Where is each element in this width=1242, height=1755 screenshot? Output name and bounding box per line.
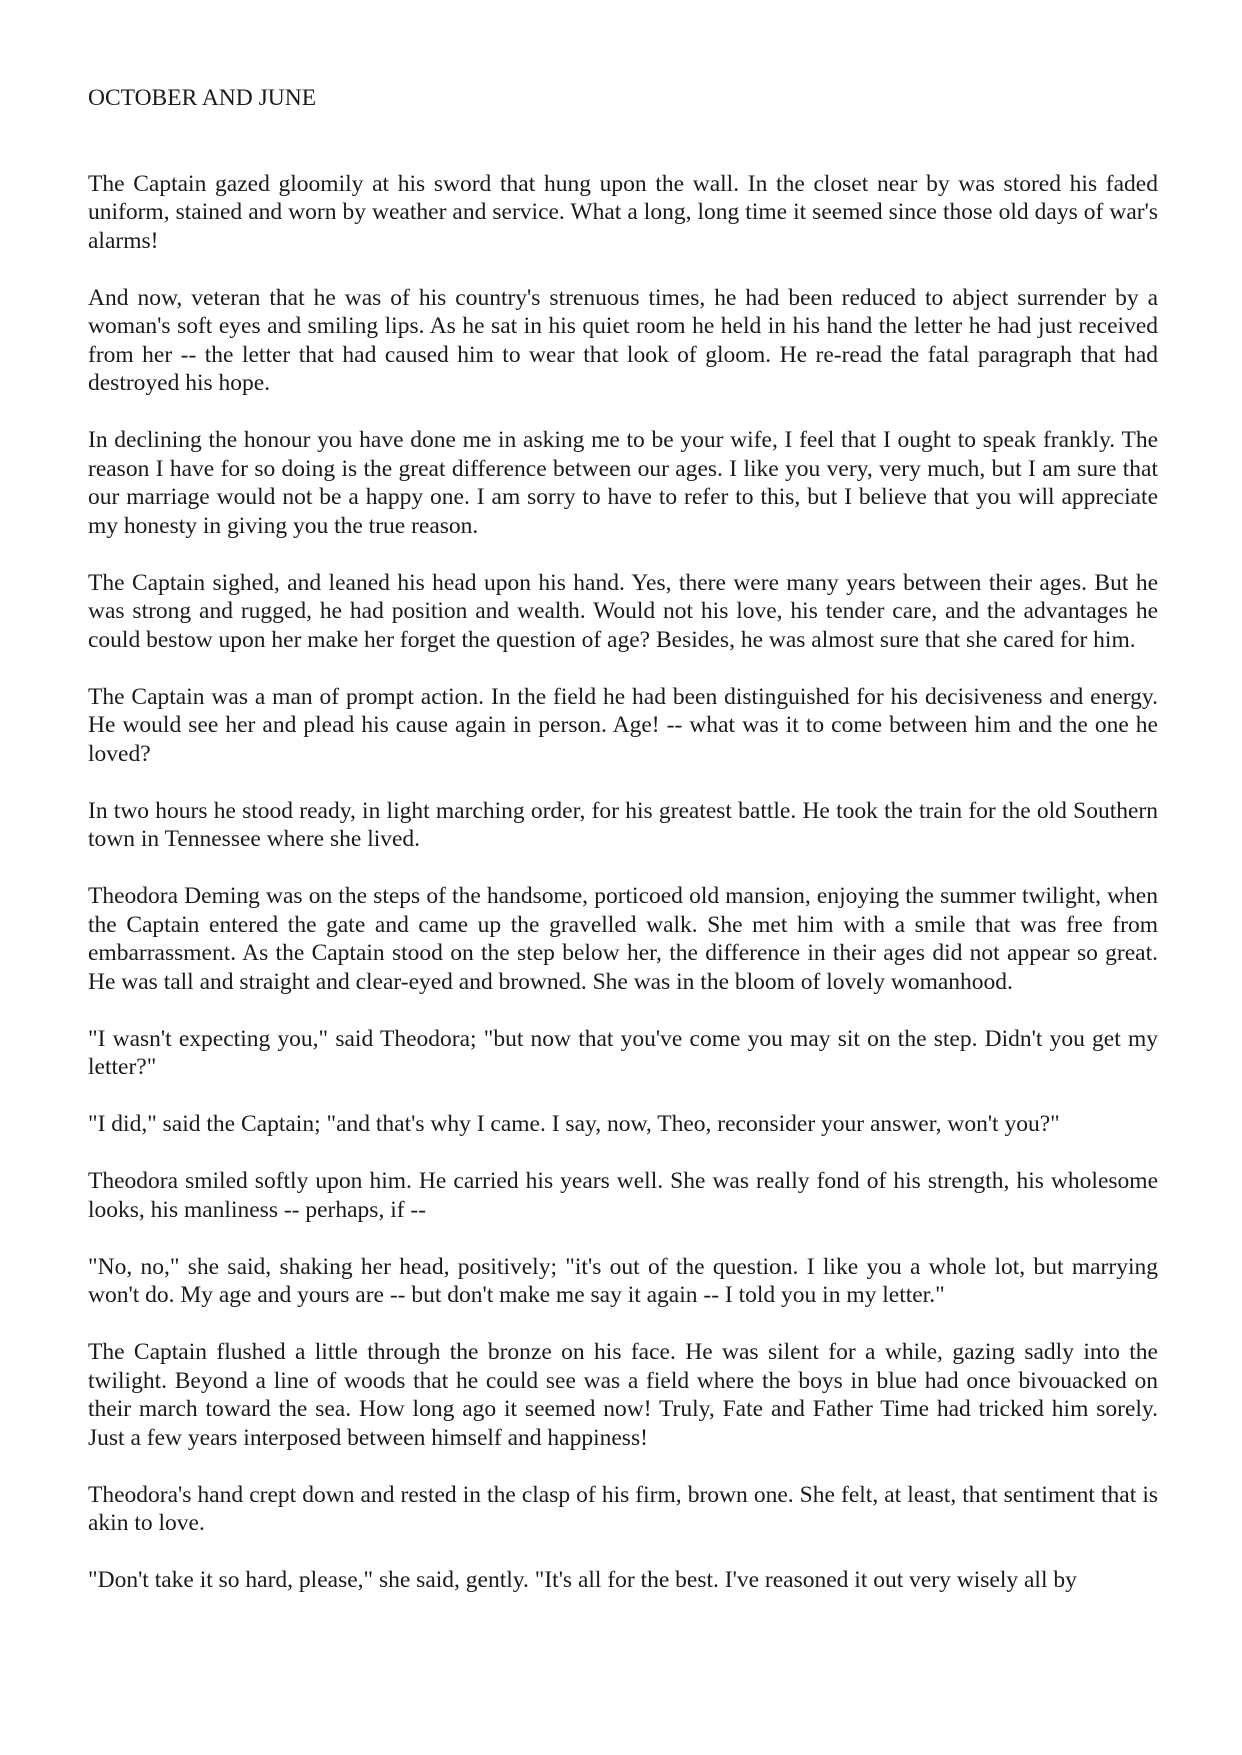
- paragraph: "Don't take it so hard, please," she said, gently. "It's all for the best. I've reasoned it out very wisely all by: [88, 1567, 1077, 1593]
- document-page: [88, 84, 1158, 1595]
- paragraph: "I wasn't expecting you," said Theodora; "but now that you've come you may sit on the step. Didn't you get my letter?": [88, 1025, 1158, 1080]
- paragraph: The Captain flushed a little through the bronze on his face. He was silent for a while, gazing sadly into the twilight. Beyond a line of woods that he could see was a field where the boys in blue had once bivouacked on their march toward the sea. How long ago it seemed now! Truly, Fate and Father Time had tricked him sorely. Just a few years interposed between himself and happiness!: [88, 1339, 1158, 1451]
- paragraph: Theodora Deming was on the steps of the handsome, porticoed old mansion, enjoying the summer twilight, when the Captain entered the gate and came up the gravelled walk. She met him with a smile that was free from embarrassment. As the Captain stood on the step below her, the difference in their ages did not appear so great. He was tall and straight and clear-eyed and browned. She was in the bloom of lovely womanhood.: [88, 883, 1158, 995]
- paragraph: "No, no," she said, shaking her head, positively; "it's out of the question. I like you a whole lot, but marrying won't do. My age and yours are -- but don't make me say it again -- I told you in my letter.": [88, 1253, 1158, 1308]
- paragraph: In declining the honour you have done me in asking me to be your wife, I feel that I ought to speak frankly. The reason I have for so doing is the great difference between our ages. I like you very, very much, but I am sure that our marriage would not be a happy one. I am sorry to have to refer to this, but I believe that you will appreciate my honesty in giving you the true reason.: [88, 427, 1158, 539]
- paragraph: The Captain sighed, and leaned his head upon his hand. Yes, there were many years between their ages. But he was strong and rugged, he had position and wealth. Would not his love, his tender care, and the advantages he could bestow upon her make her forget the question of age? Besides, he was almost sure that she cared for him.: [88, 569, 1158, 653]
- paragraph: The Captain gazed gloomily at his sword that hung upon the wall. In the closet near by was stored his faded uniform, stained and worn by weather and service. What a long, long time it seemed since those old days of war's alarms!: [88, 170, 1158, 254]
- page-title: OCTOBER AND JUNE: [88, 85, 317, 111]
- paragraph: Theodora smiled softly upon him. He carried his years well. She was really fond of his strength, his wholesome looks, his manliness -- perhaps, if --: [88, 1168, 1158, 1223]
- paragraph: "I did," said the Captain; "and that's why I came. I say, now, Theo, reconsider your answer, won't you?": [88, 1111, 1060, 1137]
- paragraph: Theodora's hand crept down and rested in the clasp of his firm, brown one. She felt, at least, that sentiment that is akin to love.: [88, 1481, 1158, 1536]
- paragraph: In two hours he stood ready, in light marching order, for his greatest battle. He took the train for the old Southern town in Tennessee where she lived.: [88, 797, 1158, 852]
- paragraph: And now, veteran that he was of his country's strenuous times, he had been reduced to abject surrender by a woman's soft eyes and smiling lips. As he sat in his quiet room he held in his hand the letter he had just received from her -- the letter that had caused him to wear that look of gloom. He re-read the fatal paragraph that had destroyed his hope.: [88, 284, 1158, 396]
- paragraph: The Captain was a man of prompt action. In the field he had been distinguished for his decisiveness and energy. He would see her and plead his cause again in person. Age! -- what was it to come between him and the one he loved?: [88, 683, 1158, 767]
